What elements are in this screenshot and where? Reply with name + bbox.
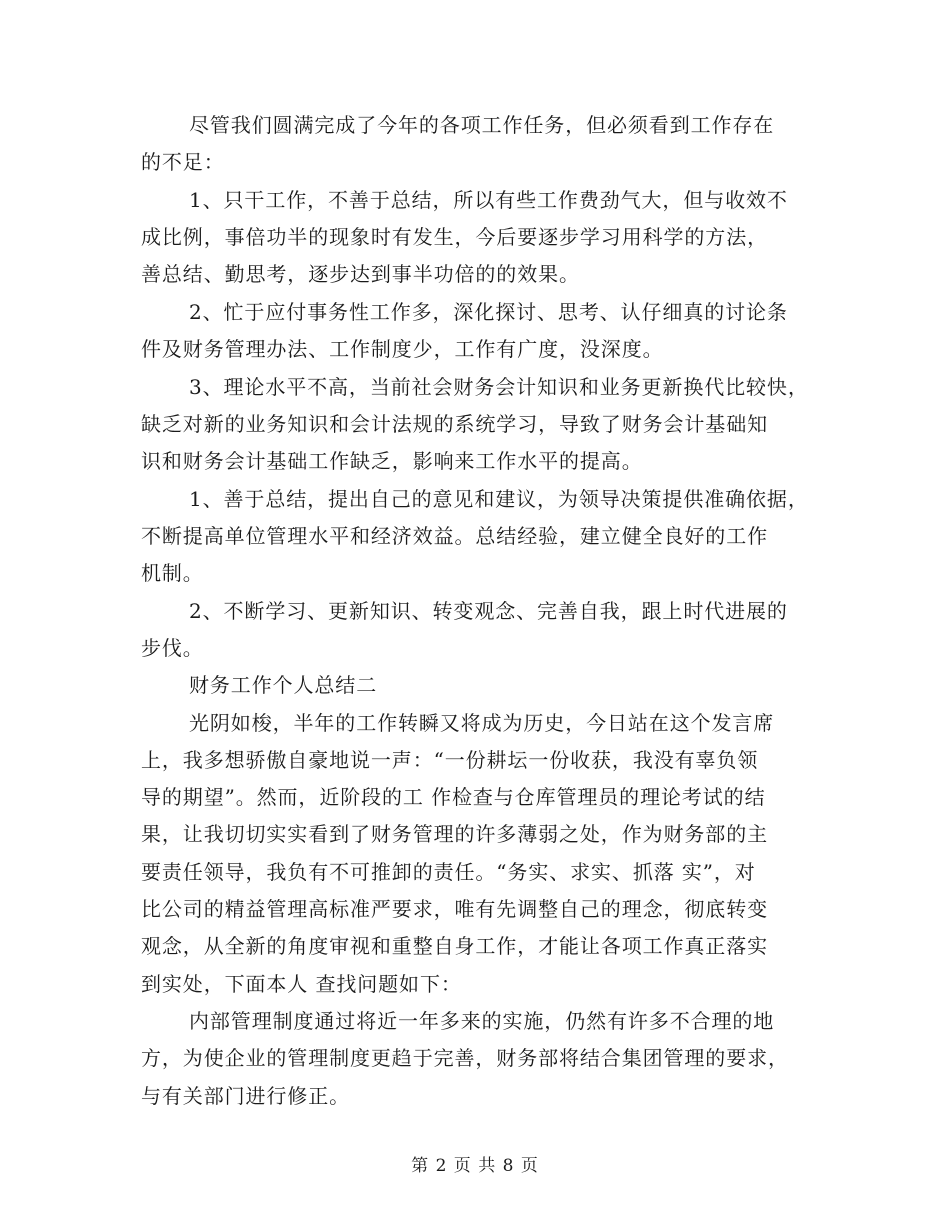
paragraph-line: 识和财务会计基础工作缺乏，影响来工作水平的提高。 [141,449,643,473]
paragraph-line: 上，我多想骄傲自豪地说一声：“一份耕坛一份收获，我没有辜负领 [141,748,759,772]
paragraph-line: 2、不断学习、更新知识、转变观念、完善自我，跟上时代进展的 [189,599,788,623]
paragraph-line: 内部管理制度通过将近一年多来的实施，仍然有许多不合理的地 [189,1009,775,1033]
paragraph-line: 缺乏对新的业务知识和会计法规的系统学习，导致了财务会计基础知 [141,412,768,436]
paragraph-line: 成比例，事倍功半的现象时有发生，今后要逐步学习用科学的方法， [141,225,768,249]
paragraph-line: 导的期望”。然而，近阶段的工 作检查与仓库管理员的理论考试的结 [141,785,766,809]
paragraph-line: 件及财务管理办法、工作制度少，工作有广度，没深度。 [141,337,664,361]
page-number: 第 2 页 共 8 页 [411,1156,539,1176]
paragraph-line: 的不足： [141,150,225,174]
paragraph-line: 机制。 [141,561,204,585]
paragraph-line: 比公司的精益管理高标准严要求，唯有先调整自己的理念，彻底转变 [141,897,768,921]
paragraph-line: 方，为使企业的管理制度更趋于完善，财务部将结合集团管理的要求， [141,1046,789,1070]
paragraph-line: 果，让我切切实实看到了财务管理的许多薄弱之处，作为财务部的主 [141,822,768,846]
paragraph-line: 步伐。 [141,636,204,660]
paragraph-line: 3、理论水平不高，当前社会财务会计知识和业务更新换代比较快， [189,375,809,399]
paragraph-line: 1、善于总结，提出自己的意见和建议，为领导决策提供准确依据， [189,487,809,511]
section-heading: 财务工作个人总结二 [189,673,378,697]
paragraph-line: 光阴如梭，半年的工作转瞬又将成为历史，今日站在这个发言席 [189,711,775,735]
paragraph-line: 观念，从全新的角度审视和重整自身工作，才能让各项工作真正落实 [141,934,768,958]
paragraph-line: 1、只干工作，不善于总结，所以有些工作费劲气大，但与收效不 [189,188,788,212]
paragraph-line: 善总结、勤思考，逐步达到事半功倍的的效果。 [141,262,580,286]
paragraph-line: 2、忙于应付事务性工作多，深化探讨、思考、认仔细真的讨论条 [189,300,788,324]
paragraph-line: 不断提高单位管理水平和经济效益。总结经验，建立健全良好的工作 [141,524,768,548]
paragraph-line: 与有关部门进行修正。 [141,1084,350,1108]
paragraph-line: 到实处，下面本人 查找问题如下： [141,972,462,996]
paragraph-line: 尽管我们圆满完成了今年的各项工作任务，但必须看到工作存在 [189,113,775,137]
paragraph-line: 要责任领导，我负有不可推卸的责任。“务实、求实、抓落 实”，对 [141,860,756,884]
